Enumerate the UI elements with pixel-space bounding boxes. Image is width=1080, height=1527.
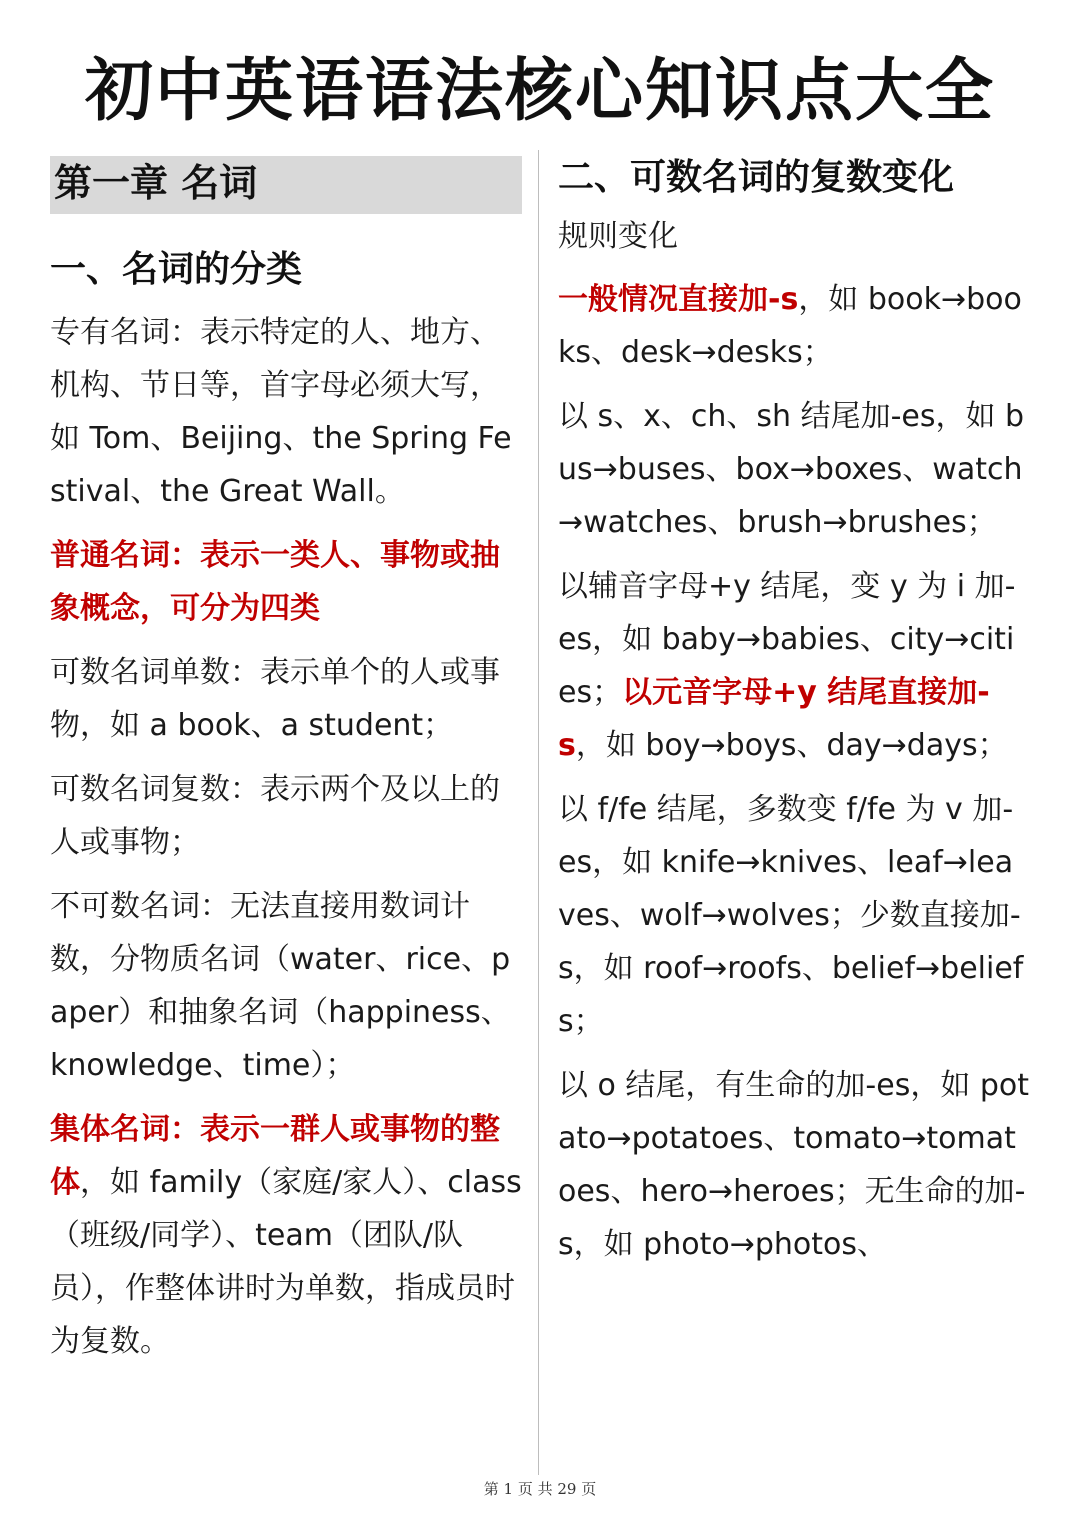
- paragraph-rule-es: 以 s、x、ch、sh 结尾加-es，如 bus→buses、box→boxes、watch→watches、brush→brushes；: [558, 399, 1025, 540]
- left-column: [50, 156, 522, 1379]
- collective-noun-text: ，如 family（家庭/家人）、class（班级/同学）、team（团队/队员），作整体讲时为单数，指成员时为复数。: [50, 1165, 522, 1359]
- paragraph-countable-singular: 可数名词单数：表示单个的人或事物，如 a book、a student；: [50, 655, 500, 743]
- section-heading-classification: 一、名词的分类: [50, 249, 303, 290]
- column-divider: [538, 150, 539, 1475]
- section-heading-plural: 二、可数名词的复数变化: [558, 157, 955, 198]
- rule-vowel-y-highlight: 以元音字母+y 结尾直接加-s: [558, 675, 990, 763]
- right-column: [558, 156, 1030, 1282]
- paragraph-rule-f-fe: 以 f/fe 结尾，多数变 f/fe 为 v 加-es，如 knife→knives、leaf→leaves、wolf→wolves；少数直接加-s，如 roof→roofs、belief→beliefs；: [558, 792, 1024, 1039]
- page-title: 初中英语语法核心知识点大全: [84, 52, 995, 131]
- paragraph-rule-o: 以 o 结尾，有生命的加-es，如 potato→potatoes、tomato→tomatoes、hero→heroes；无生命的加-s，如 photo→photos、: [558, 1068, 1030, 1262]
- subheading-regular: 规则变化: [558, 219, 678, 254]
- paragraph-rule-general: [558, 273, 1030, 379]
- rule-general-highlight: 一般情况直接加-s: [558, 282, 799, 317]
- paragraph-collective-noun: [50, 1103, 522, 1368]
- collective-noun-highlight: 集体名词：表示一群人或事物的整体: [50, 1112, 500, 1200]
- paragraph-common-noun: 普通名词：表示一类人、事物或抽象概念，可分为四类: [50, 538, 500, 626]
- rule-y-text: 以辅音字母+y 结尾，变 y 为 i 加-es，如 baby→babies、city→cities；: [558, 569, 1016, 710]
- page-number: 第 1 页 共 29 页: [483, 1480, 597, 1498]
- paragraph-uncountable: 不可数名词：无法直接用数词计数，分物质名词（water、rice、paper）和抽象名词（happiness、knowledge、time）；: [50, 889, 511, 1083]
- paragraph-proper-noun: 专有名词：表示特定的人、地方、机构、节日等，首字母必须大写，如 Tom、Beijing、the Spring Festival、the Great Wall。: [50, 315, 512, 509]
- rule-vowel-y-text: ，如 boy→boys、day→days；: [575, 728, 1008, 763]
- rule-general-text: ，如 book→books、desk→desks；: [558, 282, 1022, 370]
- paragraph-countable-plural: 可数名词复数：表示两个及以上的人或事物；: [50, 772, 500, 860]
- chapter-heading: 第一章 名词: [50, 156, 522, 214]
- paragraph-rule-y: [558, 560, 1030, 772]
